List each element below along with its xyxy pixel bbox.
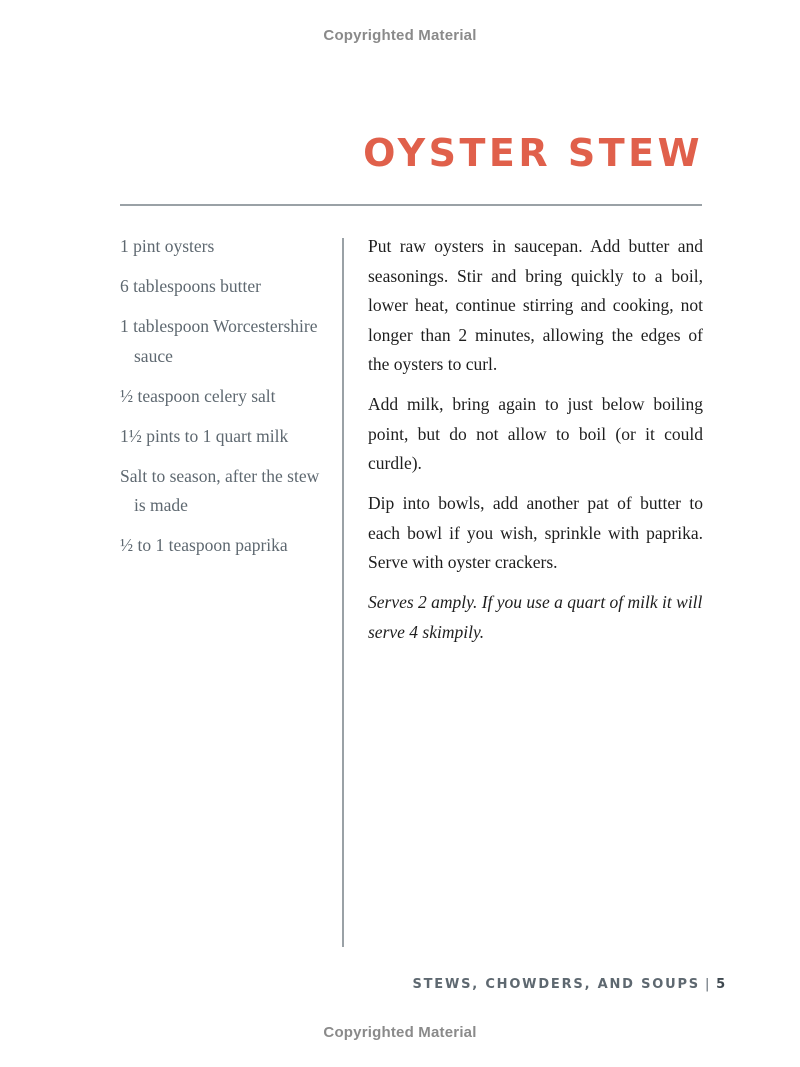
ingredient-list bbox=[120, 232, 332, 571]
recipe-title: OYSTER STEW bbox=[363, 131, 703, 175]
ingredient-item: 6 tablespoons butter bbox=[120, 276, 261, 296]
instruction-paragraph: Add milk, bring again to just below boiling point, but do not allow to boil (or it could curdle). bbox=[368, 394, 703, 473]
ingredient-item: 1½ pints to 1 quart milk bbox=[120, 425, 289, 446]
page-number: 5 bbox=[716, 977, 727, 992]
ingredient-item: ½ teaspoon celery salt bbox=[120, 385, 276, 406]
column-divider bbox=[342, 238, 344, 947]
instructions bbox=[368, 232, 703, 658]
instruction-paragraph: Put raw oysters in saucepan. Add butter and seasonings. Stir and bring quickly to a boil, lower heat, continue stirring and cooking, not longer than 2 minutes, allowing the edges of the oysters to curl. bbox=[368, 236, 703, 374]
ingredient-item: ½ to 1 teaspoon paprika bbox=[120, 535, 288, 555]
ingredient-item: 1 tablespoon Worcestershire sauce bbox=[120, 316, 318, 366]
ingredient-item: 1 pint oysters bbox=[120, 236, 215, 256]
instruction-paragraph: Dip into bowls, add another pat of butter to each bowl if you wish, sprinkle with paprika. Serve with oyster crackers. bbox=[368, 493, 703, 572]
serving-note: Serves 2 amply. If you use a quart of milk it will serve 4 skimpily. bbox=[368, 592, 703, 642]
section-title: STEWS, CHOWDERS, AND SOUPS bbox=[412, 977, 700, 992]
ingredient-item: Salt to season, after the stew is made bbox=[120, 465, 320, 515]
running-footer bbox=[412, 977, 727, 992]
watermark-top: Copyrighted Material bbox=[323, 27, 477, 44]
title-divider bbox=[120, 204, 702, 206]
footer-separator: | bbox=[704, 977, 712, 992]
watermark-bottom: Copyrighted Material bbox=[323, 1024, 477, 1041]
